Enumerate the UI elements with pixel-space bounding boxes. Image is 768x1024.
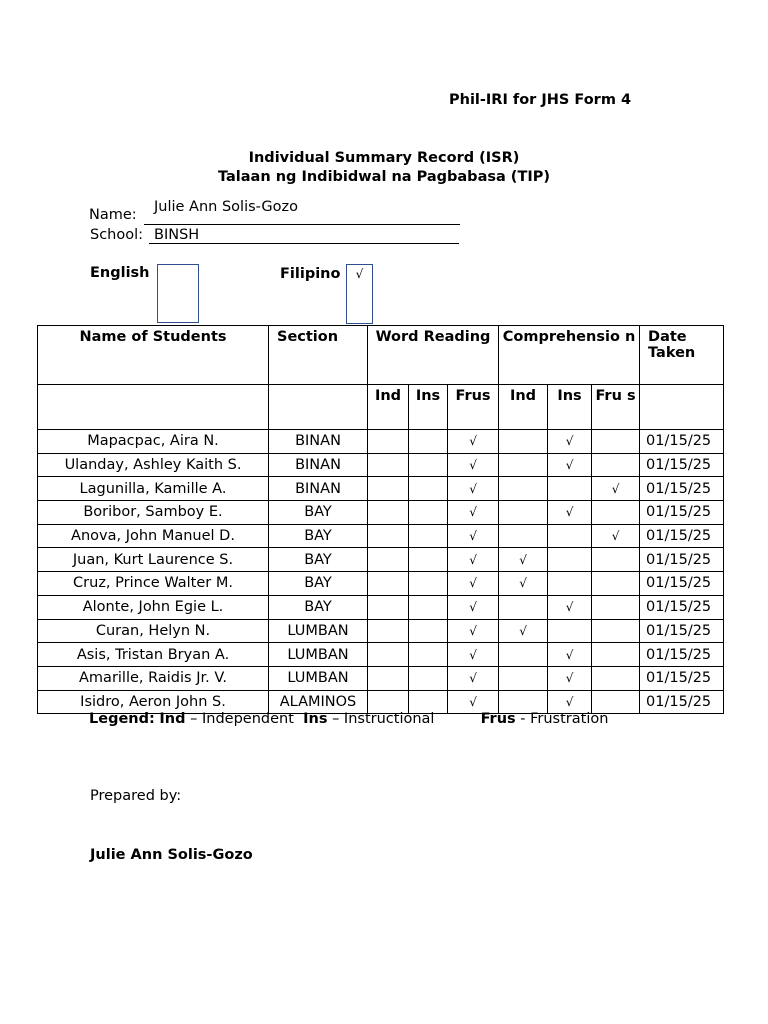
- filipino-checkbox[interactable]: √: [346, 264, 373, 324]
- comprehension-ins-cell: √: [548, 430, 592, 454]
- comprehension-ins-cell: √: [548, 643, 592, 667]
- section-cell: BAY: [269, 524, 368, 548]
- subheader-wr-ins: Ins: [409, 385, 448, 430]
- section-cell: LUMBAN: [269, 619, 368, 643]
- comprehension-ins-cell: [548, 524, 592, 548]
- comprehension-frus-cell: [592, 501, 640, 525]
- word-reading-frus-cell: √: [448, 643, 499, 667]
- document-subtitle: Talaan ng Indibidwal na Pagbabasa (TIP): [218, 169, 550, 185]
- word-reading-ind-cell: [368, 619, 409, 643]
- word-reading-ind-cell: [368, 572, 409, 596]
- date-taken-cell: 01/15/25: [640, 524, 724, 548]
- comprehension-ins-cell: √: [548, 666, 592, 690]
- table-row: [38, 572, 724, 596]
- section-cell: BINAN: [269, 453, 368, 477]
- date-taken-cell: 01/15/25: [640, 619, 724, 643]
- comprehension-frus-cell: [592, 643, 640, 667]
- comprehension-ins-cell: [548, 619, 592, 643]
- comprehension-frus-cell: [592, 619, 640, 643]
- word-reading-frus-cell: √: [448, 430, 499, 454]
- legend-frus-text: - Frustration: [515, 711, 609, 727]
- header-date-taken: Date Taken: [640, 326, 724, 385]
- word-reading-ins-cell: [409, 477, 448, 501]
- header-comprehension: Comprehensio n: [499, 326, 640, 385]
- word-reading-ind-cell: [368, 453, 409, 477]
- comprehension-ind-cell: [499, 430, 548, 454]
- student-name-cell: Boribor, Samboy E.: [38, 501, 269, 525]
- date-taken-cell: 01/15/25: [640, 643, 724, 667]
- subheader-c-frus: Fru s: [592, 385, 640, 430]
- section-cell: BINAN: [269, 477, 368, 501]
- comprehension-ins-cell: √: [548, 501, 592, 525]
- form-code: Phil-IRI for JHS Form 4: [449, 92, 632, 108]
- comprehension-ind-cell: √: [499, 548, 548, 572]
- table-row: [38, 643, 724, 667]
- name-value: Julie Ann Solis-Gozo: [154, 199, 299, 215]
- subheader-wr-frus: Frus: [448, 385, 499, 430]
- word-reading-ins-cell: [409, 453, 448, 477]
- word-reading-ins-cell: [409, 643, 448, 667]
- legend-ind-key: Ind: [159, 711, 186, 727]
- word-reading-ind-cell: [368, 477, 409, 501]
- name-underline: [144, 224, 460, 225]
- word-reading-ind-cell: [368, 643, 409, 667]
- filipino-label: Filipino: [280, 266, 341, 282]
- legend-label: Legend:: [89, 711, 155, 727]
- header-word-reading: Word Reading: [368, 326, 499, 385]
- prepared-by-label: Prepared by:: [90, 788, 182, 804]
- legend-ind-text: – Independent: [185, 711, 304, 727]
- student-name-cell: Anova, John Manuel D.: [38, 524, 269, 548]
- legend: [89, 711, 608, 727]
- word-reading-ins-cell: [409, 595, 448, 619]
- word-reading-frus-cell: √: [448, 548, 499, 572]
- word-reading-frus-cell: √: [448, 477, 499, 501]
- word-reading-ins-cell: [409, 430, 448, 454]
- student-name-cell: Cruz, Prince Walter M.: [38, 572, 269, 596]
- word-reading-ind-cell: [368, 548, 409, 572]
- word-reading-ind-cell: [368, 524, 409, 548]
- date-taken-cell: 01/15/25: [640, 572, 724, 596]
- legend-ins-text: – Instructional: [327, 711, 481, 727]
- word-reading-ins-cell: [409, 524, 448, 548]
- school-value: BINSH: [154, 227, 200, 243]
- word-reading-frus-cell: √: [448, 572, 499, 596]
- comprehension-frus-cell: [592, 548, 640, 572]
- word-reading-ind-cell: [368, 430, 409, 454]
- table-row: [38, 619, 724, 643]
- english-label: English: [90, 265, 150, 281]
- subheader-wr-ind: Ind: [368, 385, 409, 430]
- comprehension-ins-cell: √: [548, 595, 592, 619]
- student-name-cell: Alonte, John Egie L.: [38, 595, 269, 619]
- summary-table: [37, 325, 724, 714]
- table-row: [38, 453, 724, 477]
- word-reading-frus-cell: √: [448, 690, 499, 714]
- student-name-cell: Amarille, Raidis Jr. V.: [38, 666, 269, 690]
- date-taken-cell: 01/15/25: [640, 477, 724, 501]
- comprehension-frus-cell: [592, 453, 640, 477]
- school-label: School:: [90, 227, 144, 243]
- word-reading-ins-cell: [409, 501, 448, 525]
- student-name-cell: Mapacpac, Aira N.: [38, 430, 269, 454]
- date-taken-cell: 01/15/25: [640, 548, 724, 572]
- legend-ins-key: Ins: [303, 711, 328, 727]
- word-reading-ind-cell: [368, 666, 409, 690]
- comprehension-ins-cell: √: [548, 690, 592, 714]
- date-taken-cell: 01/15/25: [640, 501, 724, 525]
- student-name-cell: Lagunilla, Kamille A.: [38, 477, 269, 501]
- school-underline: [149, 243, 459, 244]
- subheader-c-ins: Ins: [548, 385, 592, 430]
- header-section: Section: [269, 326, 368, 385]
- section-cell: BAY: [269, 548, 368, 572]
- subheader-blank: [38, 385, 269, 430]
- word-reading-frus-cell: √: [448, 524, 499, 548]
- word-reading-ins-cell: [409, 572, 448, 596]
- prepared-by-name: Julie Ann Solis-Gozo: [90, 847, 253, 863]
- word-reading-ind-cell: [368, 595, 409, 619]
- section-cell: ALAMINOS: [269, 690, 368, 714]
- word-reading-frus-cell: √: [448, 453, 499, 477]
- date-taken-cell: 01/15/25: [640, 666, 724, 690]
- table-row: [38, 430, 724, 454]
- section-cell: BAY: [269, 501, 368, 525]
- table-row: [38, 524, 724, 548]
- student-name-cell: Juan, Kurt Laurence S.: [38, 548, 269, 572]
- name-label: Name:: [89, 207, 137, 223]
- comprehension-ins-cell: √: [548, 453, 592, 477]
- comprehension-ind-cell: [499, 477, 548, 501]
- word-reading-ins-cell: [409, 548, 448, 572]
- header-student-name: Name of Students: [38, 326, 269, 385]
- comprehension-ins-cell: [548, 477, 592, 501]
- section-cell: LUMBAN: [269, 666, 368, 690]
- comprehension-frus-cell: [592, 572, 640, 596]
- section-cell: BINAN: [269, 430, 368, 454]
- comprehension-frus-cell: [592, 595, 640, 619]
- comprehension-ind-cell: [499, 643, 548, 667]
- comprehension-ind-cell: [499, 524, 548, 548]
- comprehension-ind-cell: √: [499, 572, 548, 596]
- table-row: [38, 501, 724, 525]
- word-reading-ins-cell: [409, 619, 448, 643]
- date-taken-cell: 01/15/25: [640, 595, 724, 619]
- comprehension-ind-cell: [499, 453, 548, 477]
- subheader-c-ind: Ind: [499, 385, 548, 430]
- document-title: Individual Summary Record (ISR): [248, 150, 520, 166]
- comprehension-frus-cell: √: [592, 524, 640, 548]
- section-cell: BAY: [269, 572, 368, 596]
- student-name-cell: Curan, Helyn N.: [38, 619, 269, 643]
- comprehension-ind-cell: [499, 595, 548, 619]
- comprehension-frus-cell: √: [592, 477, 640, 501]
- subheader-blank: [640, 385, 724, 430]
- table-row: [38, 595, 724, 619]
- word-reading-frus-cell: √: [448, 501, 499, 525]
- subheader-blank: [269, 385, 368, 430]
- word-reading-frus-cell: √: [448, 666, 499, 690]
- comprehension-ind-cell: [499, 501, 548, 525]
- comprehension-ind-cell: [499, 666, 548, 690]
- section-cell: BAY: [269, 595, 368, 619]
- student-name-cell: Asis, Tristan Bryan A.: [38, 643, 269, 667]
- date-taken-cell: 01/15/25: [640, 453, 724, 477]
- comprehension-ind-cell: √: [499, 619, 548, 643]
- date-taken-cell: 01/15/25: [640, 690, 724, 714]
- student-name-cell: Isidro, Aeron John S.: [38, 690, 269, 714]
- comprehension-ins-cell: [548, 572, 592, 596]
- table-row: [38, 477, 724, 501]
- student-name-cell: Ulanday, Ashley Kaith S.: [38, 453, 269, 477]
- legend-frus-key: Frus: [480, 711, 516, 727]
- comprehension-frus-cell: [592, 430, 640, 454]
- date-taken-cell: 01/15/25: [640, 430, 724, 454]
- english-checkbox[interactable]: [157, 264, 199, 323]
- table-row: [38, 666, 724, 690]
- comprehension-frus-cell: [592, 666, 640, 690]
- word-reading-frus-cell: √: [448, 595, 499, 619]
- comprehension-ins-cell: [548, 548, 592, 572]
- section-cell: LUMBAN: [269, 643, 368, 667]
- word-reading-frus-cell: √: [448, 619, 499, 643]
- word-reading-ind-cell: [368, 501, 409, 525]
- table-row: [38, 548, 724, 572]
- word-reading-ins-cell: [409, 666, 448, 690]
